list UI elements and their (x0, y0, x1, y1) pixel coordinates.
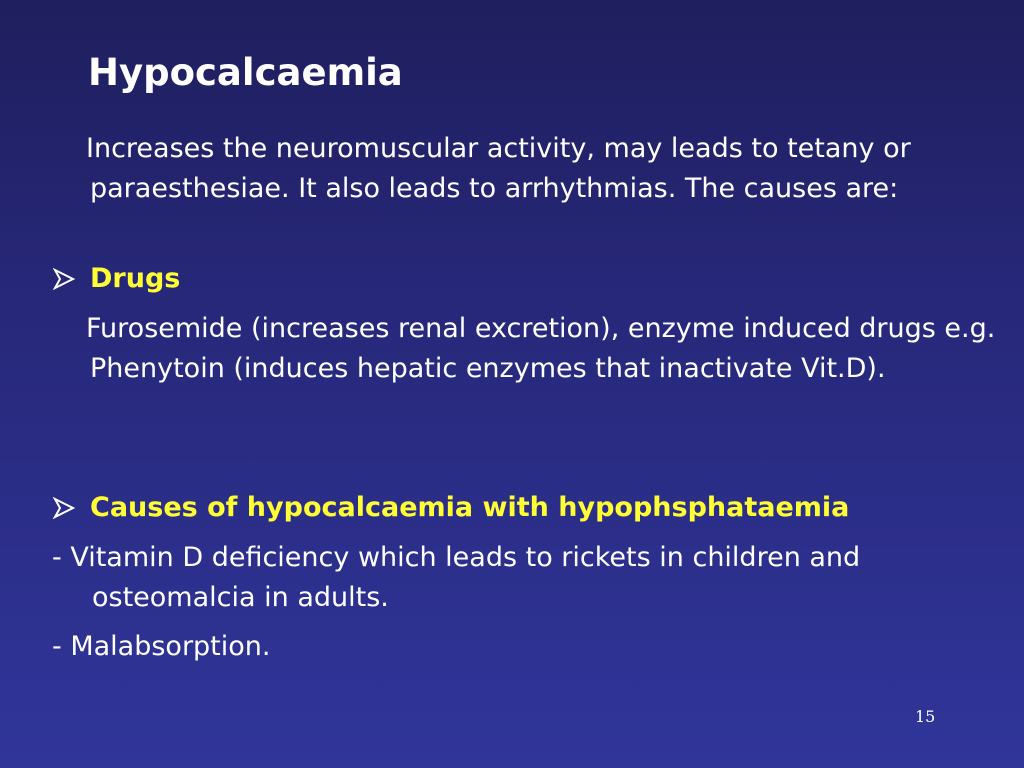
slide-title: Hypocalcaemia (88, 51, 403, 94)
section-heading-causes: Causes of hypocalcaemia with hypophsphataemia (90, 492, 850, 523)
arrow-bullet-icon (52, 494, 80, 522)
intro-paragraph: Increases the neuromuscular activity, may leads to tetany or paraesthesiae. It also leads to arrhythmias. The causes are: (86, 133, 911, 204)
list-item-vitamin-d: - Vitamin D deficiency which leads to rickets in children and osteomalcia in adults. (52, 542, 861, 613)
list-item-malabsorption: - Malabsorption. (52, 631, 271, 662)
bullet-drugs (52, 259, 180, 299)
arrow-bullet-icon (52, 265, 80, 293)
page-number: 15 (915, 707, 936, 726)
section-heading-drugs: Drugs (90, 263, 181, 294)
bullet-causes (52, 488, 849, 528)
drugs-description: Furosemide (increases renal excretion), enzyme induced drugs e.g. Phenytoin (induces hepatic enzymes that inactivate Vit.D). (86, 313, 996, 384)
